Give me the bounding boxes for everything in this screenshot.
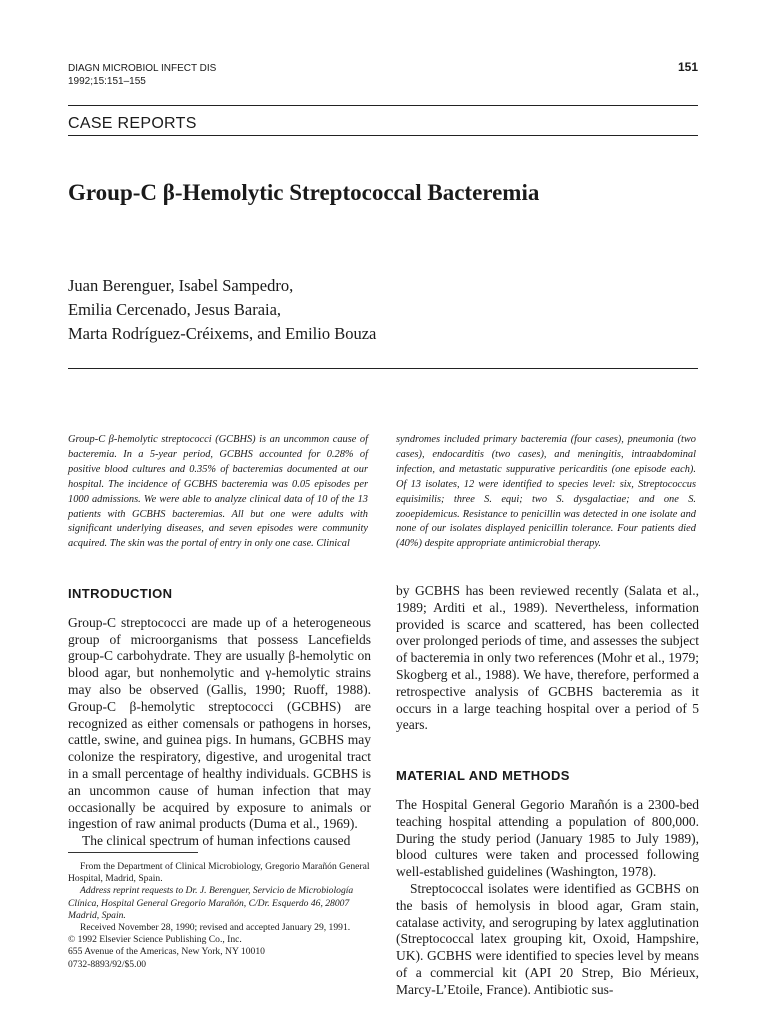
methods-heading: MATERIAL AND METHODS	[396, 768, 570, 784]
introduction-paragraph: The clinical spectrum of human infections caused	[82, 833, 351, 849]
methods-paragraph: The Hospital General Gegorio Marañón is a 2300-bed teaching hospital attending a population of 800,000. During the study period (January 1985 to July 1989), blood cultures were taken and processed following well-established guidelines (Washington, 1978).	[396, 796, 699, 880]
body-left-column	[68, 586, 371, 850]
introduction-paragraph: by GCBHS has been reviewed recently (Salata et al., 1989; Arditi et al., 1989). Nevertheless, information provided is scarce and scattered, has been collected over prolonged periods of time, and assesses the subject of bacteremia in only two references (Mohr et al., 1979; Skogberg et al., 1988). We have, therefore, performed a retrospective analysis of GCBHS bacteremia as it occurs in a large teaching hospital over a period of 5 years.	[396, 583, 699, 733]
footnote-copyright: © 1992 Elsevier Science Publishing Co., Inc.	[68, 934, 242, 946]
footnote-address: Address reprint requests to Dr. J. Berenguer, Servicio de Microbiología Clínica, Hospital General Gregorio Marañón, C/Dr. Esquerdo 46, 28007 Madrid, Spain.	[68, 885, 354, 921]
journal-citation: 1992;15:151–155	[68, 76, 146, 87]
section-divider	[68, 135, 698, 136]
header-divider	[68, 105, 698, 106]
author-line: Marta Rodríguez-Créixems, and Emilio Bouza	[68, 324, 377, 343]
page-number: 151	[677, 60, 698, 74]
article-title: Group-C β-Hemolytic Streptococcal Bacteremia	[68, 180, 540, 205]
journal-header	[68, 62, 698, 88]
footnote-code: 0732-8893/92/$5.00	[68, 958, 147, 970]
footnote-divider	[68, 852, 198, 853]
footnote-affiliation: From the Department of Clinical Microbiology, Gregorio Marañón General Hospital, Madrid, Spain.	[68, 861, 370, 885]
author-list	[68, 274, 688, 346]
author-line: Juan Berenguer, Isabel Sampedro,	[68, 276, 294, 295]
abstract-right-column: syndromes included primary bacteremia (four cases), pneumonia (two cases), endocarditis (two cases), and meningitis, intraabdominal infection, and metastatic suppurative pericarditis (one episode each). Of 13 isolates, 12 were identified to species level: six, Streptococcus equisimilis; three S. equi; two S. dysgalactiae; and one S. zooepidemicus. Resistance to penicillin was detected in one isolate and none of our isolates displayed penicillin tolerance. Four patients died (40%) despite appropriate antimicrobial therapy.	[396, 434, 696, 550]
methods-paragraph: Streptococcal isolates were identified as GCBHS on the basis of hemolysis in blood agar, Gram stain, catalase activity, and serogruping by latex agglutination (Streptococcal latex grouping kit, Oxoid, Hampshire, UK). GCBHS were identified to species level by means of a commercial kit (API 20 Strep, Bio Mérieux, Marcy-L’Etoile, France). Antibiotic sus-	[396, 880, 699, 997]
introduction-heading: INTRODUCTION	[68, 586, 173, 601]
body-right-column	[396, 583, 699, 999]
introduction-paragraph: Group-C streptococci are made up of a heterogeneous group of microorganisms that possess Lancefields group-C carbohydrate. They are usually β-hemolytic on blood agar, but nonhemolytic and γ-hemolytic strains may also be observed (Gallis, 1990; Ruoff, 1988). Group-C β-hemolytic streptococci (GCBHS) are recognized as either comensals or pathogens in horses, cattle, swine, and guinea pigs. In humans, GCBHS may colonize the respiratory, digestive, and urogenital tract in a small percentage of healthy individuals. GCBHS is an uncommon cause of human infection that may occasionally be acquired by exposure to animals or ingestion of raw animal products (Duma et al., 1969).	[68, 614, 371, 832]
abstract-divider	[68, 368, 698, 369]
abstract-left-column: Group-C β-hemolytic streptococci (GCBHS) is an uncommon cause of bacteremia. In a 5-year period, GCBHS accounted for 0.28% of positive blood cultures and 0.35% of bacteremias documented at our hospital. The incidence of GCBHS bacteremia was 0.05 episodes per 1000 admissions. We were able to analyze clinical data of 10 of the 13 patients with GCBHS bacteremias. All but one were adults with significant underlying diseases, and seven episodes were community acquired. The skin was the portal of entry in only one case. Clinical	[68, 434, 368, 550]
footnotes	[68, 861, 371, 971]
section-label: CASE REPORTS	[68, 115, 197, 132]
journal-name: DIAGN MICROBIOL INFECT DIS	[68, 63, 217, 74]
author-line: Emilia Cercenado, Jesus Baraia,	[68, 300, 282, 319]
footnote-publisher-address: 655 Avenue of the Americas, New York, NY 10010	[68, 946, 265, 958]
footnote-received: Received November 28, 1990; revised and accepted January 29, 1991.	[80, 922, 351, 934]
